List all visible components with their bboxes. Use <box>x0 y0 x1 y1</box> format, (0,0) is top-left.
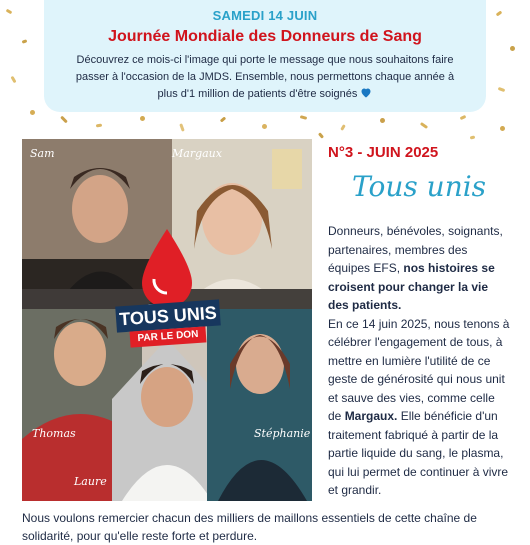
event-description <box>70 52 460 103</box>
script-title: Tous unis <box>352 170 487 203</box>
intro-bold-text: nos histoires se croisent pour changer la vie des patients. <box>328 261 495 312</box>
caption-thomas: Thomas <box>32 427 76 440</box>
event-description-text: Découvrez ce mois-ci l'image qui porte le message que nous souhaitons faire passer à l'occasion de la JMDS. Ensemble, nous permettons chaque année à plus d'1 million de patients d'être soignés <box>75 54 455 100</box>
event-title: Journée Mondiale des Donneurs de Sang <box>108 28 422 45</box>
celebration-text: En ce 14 juin 2025, nous tenons à célébrer l'engagement de tous, à mettre en lumière l'utilité de ce geste de générosité qui nous unit et sauve des vies, comme celle de <box>328 316 510 423</box>
thanks-paragraph: Nous voulons remercier chacun des milliers de maillons essentiels de cette chaîne de solidarité, pour qu'elle reste forte et perdure. <box>22 511 477 543</box>
intro-text: Donneurs, bénévoles, soignants, partenaires, membres des équipes EFS, <box>328 224 503 275</box>
logo-subtitle: PAR LE DON <box>130 326 207 347</box>
caption-margaux: Margaux <box>172 147 222 160</box>
caption-laure: Laure <box>74 475 107 488</box>
caption-sam: Sam <box>30 147 55 160</box>
logo-title: TOUS UNIS <box>115 299 221 332</box>
paragraph-intro <box>328 222 510 315</box>
heart-icon <box>360 87 372 98</box>
article-body <box>328 222 510 500</box>
celebration-text-end: Elle bénéficie d'un traitement fabriqué à partir de la partie liquide du sang, le plasma, qui lui permet de continuer à vivre et grandir. <box>328 409 509 497</box>
event-banner <box>44 0 486 112</box>
campaign-logo <box>116 303 220 347</box>
margaux-bold-text: Margaux. <box>344 409 398 423</box>
event-date: SAMEDI 14 JUIN <box>212 8 318 23</box>
campaign-photo <box>22 139 312 501</box>
caption-stephanie: Stéphanie <box>254 427 311 440</box>
paragraph-celebration <box>328 315 510 500</box>
issue-label: N°3 - JUIN 2025 <box>328 144 439 161</box>
